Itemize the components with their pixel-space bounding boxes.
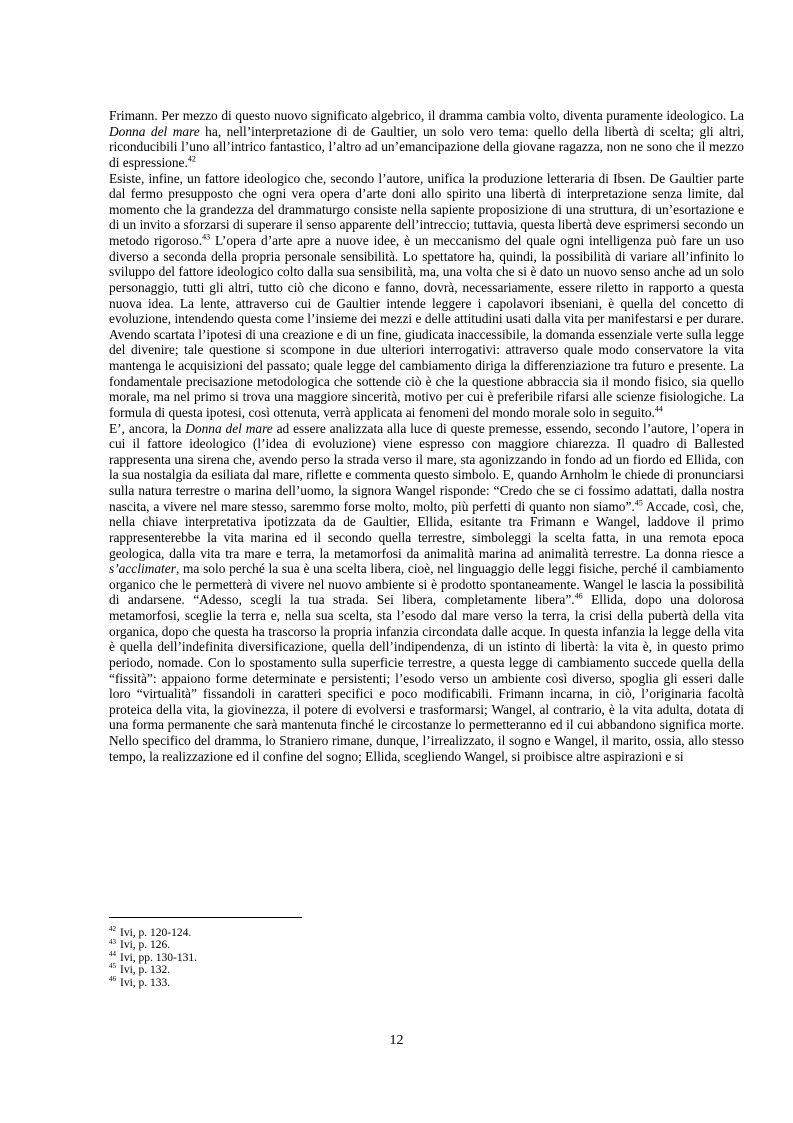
footnote-text: Ivi, p. 133. (120, 976, 171, 989)
footnote (109, 939, 509, 951)
footnote-ref: 45 (634, 498, 643, 508)
footnote-ref: 42 (187, 154, 196, 164)
footnote (109, 974, 509, 989)
footnote-ref: 44 (654, 404, 663, 414)
footnote-number: 43 (109, 937, 116, 946)
page-number: 12 (389, 1033, 404, 1048)
paragraph-1 (109, 108, 744, 171)
paragraph-2 (109, 171, 744, 421)
footnote-number: 42 (109, 925, 116, 934)
text-run: Frimann. Per mezzo di questo nuovo significato algebrico, il dramma cambia volto, diventa puramente ideologico. La (109, 108, 744, 123)
italic-text: s’acclimater (109, 561, 176, 577)
text-run: ha, nell’interpretazione di de Gaultier, un solo vero tema: quello della libertà di scelta; gli altri, riconducibili l’uno all’intrico fantastico, l’altro ad un’emancipazione della giovane ragazza, non ne sono che il mezzo di espressione. (109, 123, 745, 170)
footnote-separator (109, 917, 302, 918)
italic-text: Donna del mare (185, 420, 273, 436)
footnote-number: 45 (109, 962, 116, 971)
text-run: Esiste, infine, un fattore ideologico che, secondo l’autore, unifica la produzione letteraria di Ibsen. De Gaultier parte dal fermo presupposto che ogni vera opera d’arte doni allo spirito una libertà di interpretazione senza limite, dal momento che la grandezza del drammaturgo consiste nella sapiente proposizione di una struttura, di un’esortazione e di un invito a sforzarsi di superare il senso apparente dell’intreccio; tuttavia, questa libertà deve esprimersi secondo un metodo rigoroso. (109, 170, 744, 248)
footnotes (109, 927, 509, 989)
footnote-text: Ivi, p. 132. (120, 964, 171, 977)
text-run: Accade, così, che, nella chiave interpretativa ipotizzata da de Gaultier, Ellida, esitante tra Frimann e Wangel, laddove il primo rappresenterebbe la vita marina ed il secondo quella terrestre, simboleggi la scelta fatta, in una remota epoca geologica, dalla vita tra mare e terra, la metamorfosi da animalità marina ad animalità terrestre. La donna riesce a (109, 498, 745, 561)
footnote-ref: 46 (574, 591, 583, 601)
text-run: ad essere analizzata alla luce di queste premesse, essendo, secondo l’autore, l’opera in cui il fattore ideologico (l’idea di evoluzione) viene espresso con maggiore chiarezza. Il quadro di Ballested rappresenta una sirena che, avendo perso la strada verso il mare, sta agonizzando in fondo ad un fiordo ed Ellida, con la sua nostalgia da esiliata dal mare, riflette e commenta questo simbolo. E, quando Arnholm le chiede di pronunciarsi sulla natura terrestre o marina dell’uomo, la signora Wangel risponde: “Credo che se ci fossimo adattati, dalla nostra nascita, a vivere nel mare stesso, saremmo forse molto, molto, più perfetti di quanto non siamo”. (109, 420, 744, 514)
footnote-text: Ivi, p. 126. (120, 939, 171, 952)
text-run: E’, ancora, la (109, 420, 186, 436)
footnote-number: 44 (109, 949, 116, 958)
text-run: Ellida, dopo una dolorosa metamorfosi, sceglie la terra e, nella sua scelta, sta l’esodo dal mare verso la terra, la crisi della pubertà della vita organica, dopo che questa ha trascorso la propria infanzia circondata dalle acque. In questa infanzia la legge della vita è quella dell’indefinita diversificazione, quella dell’indipendenza, di un istinto di libertà: la vita è, in questo primo periodo, nomade. Con lo spostamento sulla superficie terrestre, a questa legge di cambiamento succede quella della “fissità”: appaiono forme determinate e persistenti; l’esodo verso un ambiente così diverso, spoglia gli esseri dalle loro “virtualità” fissandoli in caratteri specifici e poco modificabili. Frimann incarna, in ciò, l’originaria facoltà proteica della vita, la giovinezza, il potere di evolversi e trasformarsi; Wangel, al contrario, è la vita adulta, dotata di una forma permanente che sarà mantenuta finché le circostanze lo permetteranno ed il cui abbandono significa morte. Nello specifico del dramma, lo Straniero rimane, dunque, l’irrealizzato, il sogno e Wangel, il marito, ossia, allo stesso tempo, la realizzazione ed il confine del sogno; Ellida, scegliendo Wangel, si proibisce altre aspirazioni e si (109, 592, 744, 764)
footnote-number: 46 (109, 974, 116, 983)
page-body (109, 108, 744, 764)
footnote (109, 964, 509, 976)
footnote (109, 927, 509, 939)
text-run: L’opera d’arte apre a nuove idee, è un meccanismo del quale ogni intelligenza può fare un uso diverso a seconda della propria personale sensibilità. Lo spettatore ha, quindi, la possibilità di variare all’infinito lo sviluppo del fattore ideologico colto dalla sua sensibilità, ma, una volta che si è dato un nuovo senso anche ad un solo personaggio, tutti gli altri, tutto ciò che dicono e fanno, dovrà, necessariamente, essere riletto in rapporto a questa nuova idea. La lente, attraverso cui de Gaultier intende leggere i capolavori ibseniani, è quella del concetto di evoluzione, intendendo questa come l’insieme dei mezzi e delle attitudini usati dalla vita per manifestarsi e per durare. Avendo scartata l’ipotesi di una creazione e di un fine, giudicata inaccessibile, la domanda essenziale verte sulla legge del divenire; tale questione si scompone in due ulteriori interrogativi: attraverso quale modo conservatore la vita mantenga le acquisizioni del passato; quale legge del cambiamento diriga la differenziazione tra futuro e presente. La fondamentale precisazione metodologica che sottende ciò è che la questione abbraccia sia il mondo fisico, sia quello morale, ma nel primo si trova una maggiore sincerità, motivo per cui è preferibile rifarsi alle scienze fisiologiche. La formula di questa ipotesi, così ottenuta, verrà applicata ai fenomeni del mondo morale solo in seguito. (109, 233, 745, 420)
italic-text: Donna del mare (109, 123, 200, 139)
footnote-text: Ivi, pp. 130-131. (120, 951, 197, 964)
footnote-text: Ivi, p. 120-124. (120, 927, 192, 939)
footnote-ref: 43 (202, 232, 211, 242)
footnote (109, 949, 509, 964)
text-run: , ma solo perché la sua è una scelta libera, cioè, nel linguaggio delle leggi fisiche, perché il cambiamento organico che le permetterà di vivere nel nuovo ambiente si è prodotto spontaneamente. Wangel le lascia la possibilità di andarsene. “Adesso, scegli la tua strada. Sei libera, completamente libera”. (109, 561, 744, 608)
paragraph-3 (109, 421, 744, 765)
